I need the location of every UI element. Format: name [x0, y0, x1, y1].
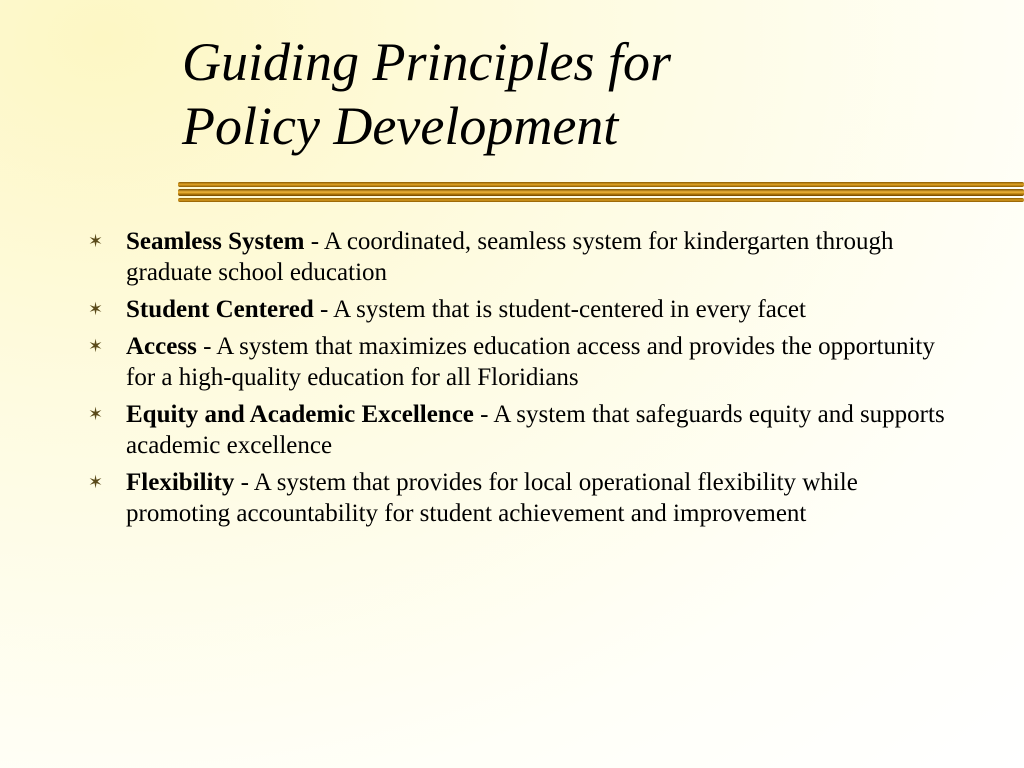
- slide-title: [182, 30, 1002, 158]
- list-item: [88, 399, 968, 461]
- star-bullet-icon: ✶: [88, 336, 104, 356]
- list-item: [88, 226, 968, 288]
- title-line-2: Policy Development: [182, 96, 619, 156]
- principle-term: Student Centered: [126, 296, 314, 323]
- principle-description: - A system that safeguards equity and supports academic excellence: [126, 401, 945, 459]
- divider-line: [178, 182, 1024, 187]
- principle-term: Seamless System: [126, 228, 305, 255]
- list-item: [88, 331, 968, 393]
- principles-list: [88, 226, 968, 535]
- principle-term: Flexibility: [126, 469, 235, 496]
- principle-term: Equity and Academic Excellence: [126, 401, 474, 428]
- list-item: [88, 294, 968, 325]
- principle-description: - A system that provides for local operational flexibility while promoting accountability for student achievement and improvement: [126, 469, 858, 527]
- star-bullet-icon: ✶: [88, 299, 104, 319]
- principle-description: - A coordinated, seamless system for kindergarten through graduate school education: [126, 228, 894, 286]
- title-line-1: Guiding Principles for: [182, 32, 671, 92]
- principle-description: - A system that maximizes education access and provides the opportunity for a high-quality education for all Floridians: [126, 333, 935, 391]
- principle-term: Access: [126, 333, 197, 360]
- star-bullet-icon: ✶: [88, 472, 104, 492]
- divider-line: [178, 189, 1024, 196]
- principle-description: - A system that is student-centered in every facet: [313, 296, 806, 323]
- star-bullet-icon: ✶: [88, 404, 104, 424]
- gold-divider-rule: [178, 180, 1024, 206]
- divider-line: [178, 198, 1024, 202]
- star-bullet-icon: ✶: [88, 231, 104, 251]
- list-item: [88, 467, 968, 529]
